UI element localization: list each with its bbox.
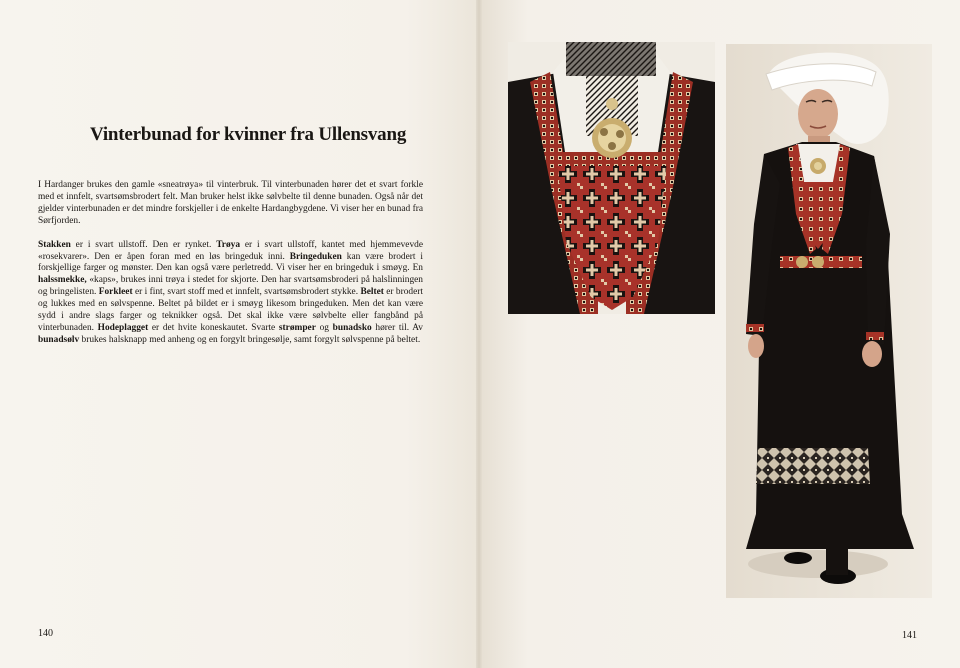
text-run: kan være brodert i forskjellige farger og mønster. Den kan også være perletredd. Vi viser her en bringeduk i smøyg. En (38, 251, 424, 274)
bold-term: halssmekke, (38, 275, 87, 286)
bold-term: Hodeplagget (97, 322, 149, 333)
text-run: brukes halsknapp med anheng og en forgylt bringesølje, samt forgylt sølvspenne på beltet. (79, 334, 421, 345)
text-run: er brodert og lukkes med en sølvspenne. Beltet på bildet er i smøyg likesom bringeduken. Men det kan være sydd i andre slags farger og teknikker også. Det skal ikke være sølvbelte eller fangbånd på vinterbunaden. (38, 287, 423, 333)
text-run: er i svart ullstoff. Den er rynket. (70, 239, 217, 250)
bold-term: Bringeduken (289, 251, 342, 262)
bold-term: strømper (278, 322, 316, 333)
paragraph (38, 180, 423, 228)
bodice-detail-photo (508, 42, 715, 314)
bold-term: Forkleet (98, 287, 133, 298)
body-text (38, 180, 423, 359)
full-costume-image (726, 44, 932, 598)
page-number-left: 140 (38, 628, 53, 639)
text-run: er i svart ullstoff, kantet med hjemmevevde «rosekvarer». Den er åpen foran med en løs bringeduk inni. (38, 239, 423, 262)
bold-term: bunadsko (332, 322, 372, 333)
full-costume-photo (726, 44, 932, 598)
text-run: er det hvite koneskautet. Svarte (148, 322, 279, 333)
text-run: I Hardanger brukes den gamle «sneatrøya» til vinterbruk. Til vinterbunaden hører det et svart forkle med et innfelt, svartsømsbrodert felt. Man bruker helst ikke sølvbelte til denne bunaden. Også når det gjelder vinterbunaden er det mindre forskjeller i de enkelte Hardangbygdene. Vi viser her en bunad fra Sørfjorden. (38, 180, 423, 226)
bodice-detail-image (508, 42, 715, 314)
bold-term: Stakken (38, 239, 71, 250)
book-gutter (476, 0, 482, 668)
paragraph (38, 240, 423, 347)
page-title: Vinterbunad for kvinner fra Ullensvang (90, 124, 407, 145)
page-number-right: 141 (902, 630, 917, 641)
text-run: «kaps», brukes inni trøya i stedet for skjorte. Den har svartsømsbroderi på halslinningen og bringelisten. (38, 275, 423, 298)
text-run: og (315, 322, 333, 333)
bold-term: bunadsølv (38, 334, 80, 345)
bold-term: Beltet (360, 287, 384, 298)
text-run: hører til. Av (371, 322, 423, 333)
text-run: er i fint, svart stoff med et innfelt, svartsømsbrodert stykke. (132, 287, 361, 298)
bold-term: Trøya (216, 239, 241, 250)
